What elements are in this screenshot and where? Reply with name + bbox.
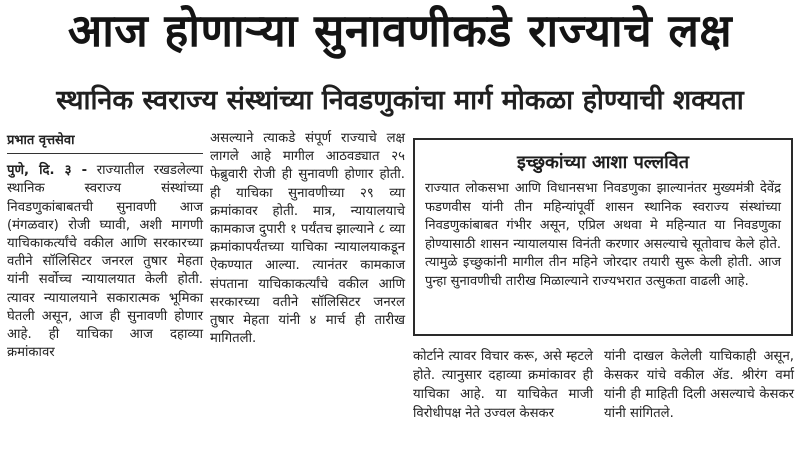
- article-column-1: [7, 130, 203, 362]
- column-1-paragraph: [7, 162, 203, 362]
- box-title: इच्छुकांच्या आशा पल्लवित: [516, 152, 690, 173]
- article-column-2: [210, 130, 405, 348]
- subheadline: स्थानिक स्वराज्य संस्थांच्या निवडणुकांचा मार्ग मोकळा होण्याची शक्यता: [56, 85, 744, 116]
- column-1-text: राज्यातील रखडलेल्या स्थानिक स्वराज्य संस्थांच्या निवडणुकांबाबतची सुनावणी आज (मंगळवार) रोजी घ्यावी, अशी मागणी याचिकाकर्त्यांचे वकील आणि सरकारच्या वतीने सॉलिसिटर जनरल तुषार मेहता यांनी सर्वोच्च न्यायालयात केली होती. त्यावर न्यायालयाने सकारात्मक भूमिका घेतली असून, आज ही सुनावणी होणार आहे. ही याचिका आज दहाव्या क्रमांकावर: [7, 163, 203, 361]
- byline: प्रभात वृत्तसेवा: [7, 132, 203, 154]
- bottom-column-2: [604, 347, 794, 423]
- bottom-column-1-text: कोर्टाने त्यावर विचार करू, असे म्हटले होते. त्यानुसार दहाव्या क्रमांकावर ही याचिका आहे. या याचिकेत माजी विरोधीपक्ष नेते उज्वल केसकर: [413, 349, 593, 421]
- bottom-column-1: [413, 347, 593, 423]
- column-2-text: असल्याने त्याकडे संपूर्ण राज्याचे लक्ष लागले आहे मागील आठवड्यात २५ फेब्रुवारी रोजी ही सुनावणी होणार होती. ही याचिका सुनावणीच्या २९ व्या क्रमांकावर होती. मात्र, न्यायालयाचे कामकाज दुपारी १ पर्यंतच झाल्याने ८ व्या क्रमांकापर्यंतच्या याचिका न्यायालयाकडून ऐकण्यात आल्या. त्यानंतर कामकाज संपताना याचिकाकर्त्यांचे वकील आणि सरकारच्या वतीने सॉलिसिटर जनरल तुषार मेहता यांनी ४ मार्च ही तारीख मागितली.: [210, 131, 405, 347]
- sidebar-box: [413, 138, 793, 336]
- box-text: राज्यात लोकसभा आणि विधानसभा निवडणुका झाल्यानंतर मुख्यमंत्री देवेंद्र फडणवीस यांनी तीन महिन्यांपूर्वी शासन स्थानिक स्वराज्य संस्थांच्या निवडणुकांबाबत गंभीर असून, एप्रिल अथवा मे महिन्यात या निवडणुका होण्यासाठी शासन न्यायालयास विनंती करणार असल्याचे सूतोवाच केले होते. त्यामुळे इच्छुकांनी मागील तीन महिने जोरदार तयारी सुरू केली होती. आज पुन्हा सुनावणीची तारीख मिळाल्याने राज्यभरात उत्सुकता वाढली आहे.: [425, 181, 781, 289]
- dateline: पुणे, दि. ३ -: [7, 163, 88, 179]
- bottom-column-2-text: यांनी दाखल केलेली याचिकाही असून, केसकर यांचे वकील ॲड. श्रीरंग वर्मा यांनी ही माहिती दिली असल्याचे केसकर यांनी सांगितले.: [604, 349, 794, 421]
- headline: आज होणाऱ्या सुनावणीकडे राज्याचे लक्ष: [67, 4, 733, 57]
